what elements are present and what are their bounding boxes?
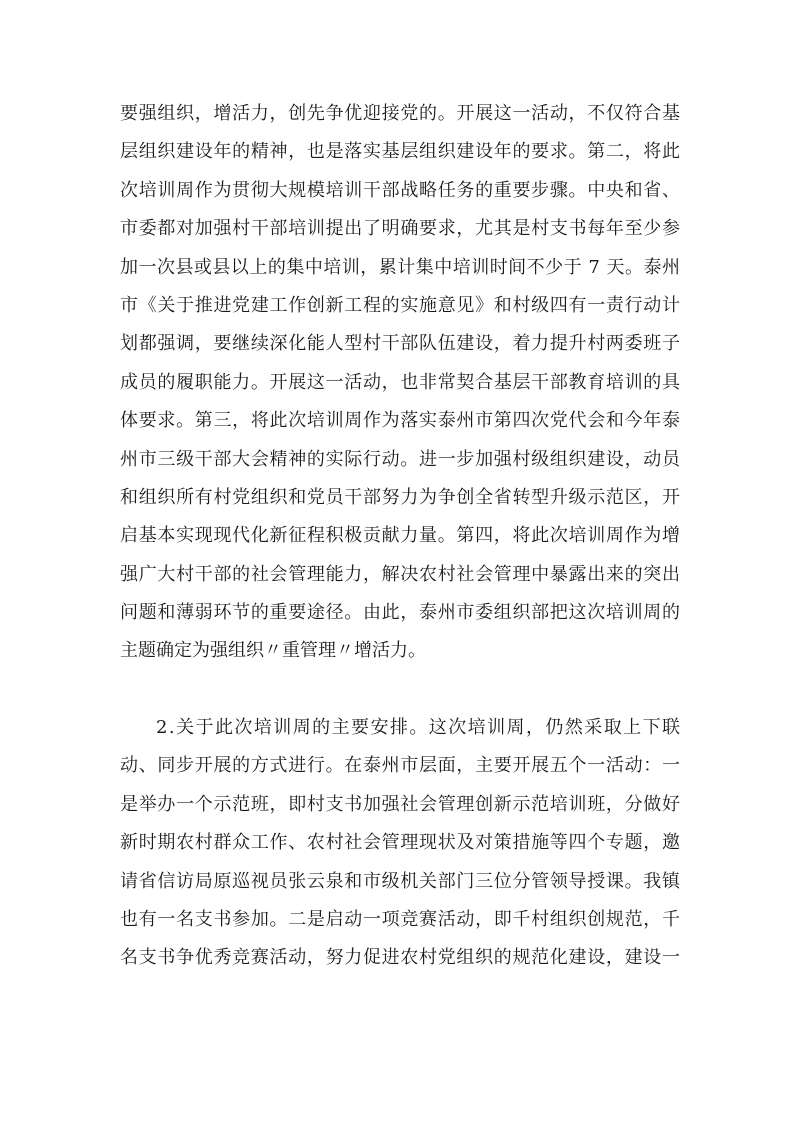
paragraph-line: 和 组 织 所 有 村 党 组 织 和 党 员 干 部 努 力 为 争 创 全 省 转 型 升 级 示 范 区 ， 开 xyxy=(120,486,680,508)
paragraph-line: 州 市 三 级 干 部 大 会 精 神 的 实 际 行 动 。 进 一 步 加 强 村 级 组 织 建 设 ， 动 员 xyxy=(120,448,680,470)
paragraph-line: 市 《 关 于 推 进 党 建 工 作 创 新 工 程 的 实 施 意 见 》 和 村 级 四 有 一 责 行 动 计 xyxy=(120,294,680,316)
paragraph-1 xyxy=(120,95,680,671)
paragraph-line: 强 广 大 村 干 部 的 社 会 管 理 能 力 ， 解 决 农 村 社 会 管 理 中 暴 露 出 来 的 突 出 xyxy=(120,563,680,585)
paragraph-line: 新 时 期 农 村 群 众 工 作 、 农 村 社 会 管 理 现 状 及 对 策 措 施 等 四 个 专 题 ， 邀 xyxy=(120,832,680,854)
paragraph-line: 加 一 次 县 或 县 以 上 的 集 中 培 训 ， 累 计 集 中 培 训 时 间 不 少 于 7 天 。 泰 州 xyxy=(120,256,680,278)
paragraph-line: 也 有 一 名 支 书 参 加 。 二 是 启 动 一 项 竞 赛 活 动 ， 即 千 村 组 织 创 规 范 ， 千 xyxy=(120,908,680,930)
paragraph-line: 动 、 同 步 开 展 的 方 式 进 行 。 在 泰 州 市 层 面 ， 主 要 开 展 五 个 一 活 动 ： 一 xyxy=(120,755,680,777)
paragraph-line: 层 组 织 建 设 年 的 精 神 ， 也 是 落 实 基 层 组 织 建 设 年 的 要 求 。 第 二 ， 将 此 xyxy=(120,141,680,163)
paragraph-line: 是 举 办 一 个 示 范 班 ， 即 村 支 书 加 强 社 会 管 理 创 新 示 范 培 训 班 ， 分 做 好 xyxy=(120,793,680,815)
paragraph-line: 体 要 求 。 第 三 ， 将 此 次 培 训 周 作 为 落 实 泰 州 市 第 四 次 党 代 会 和 今 年 泰 xyxy=(120,410,680,432)
paragraph-line: 要 强 组 织 ， 增 活 力 ， 创 先 争 优 迎 接 党 的 。 开 展 这 一 活 动 ， 不 仅 符 合 基 xyxy=(120,103,680,124)
paragraph-line: 划 都 强 调 ， 要 继 续 深 化 能 人 型 村 干 部 队 伍 建 设 ， 着 力 提 升 村 两 委 班 子 xyxy=(120,333,680,355)
paragraph-line: 次 培 训 周 作 为 贯 彻 大 规 模 培 训 干 部 战 略 任 务 的 重 要 步 骤 。 中 央 和 省 、 xyxy=(120,179,680,201)
paragraph-line: 2 . 关 于 此 次 培 训 周 的 主 要 安 排 。 这 次 培 训 周 ， 仍 然 采 取 上 下 联 xyxy=(156,717,680,738)
paragraph-line: 名 支 书 争 优 秀 竞 赛 活 动 ， 努 力 促 进 农 村 党 组 织 的 规 范 化 建 设 ， 建 设 一 xyxy=(120,947,680,969)
paragraph-line: 请 省 信 访 局 原 巡 视 员 张 云 泉 和 市 级 机 关 部 门 三 位 分 管 领 导 授 课 。 我 镇 xyxy=(120,870,680,892)
paragraph-line: 成 员 的 履 职 能 力 。 开 展 这 一 活 动 ， 也 非 常 契 合 基 层 干 部 教 育 培 训 的 具 xyxy=(120,371,680,393)
paragraph-line: 市 委 都 对 加 强 村 干 部 培 训 提 出 了 明 确 要 求 ， 尤 其 是 村 支 书 每 年 至 少 参 xyxy=(120,218,680,240)
paragraph-line: 主题确定为强组织〃重管理〃增活力。 xyxy=(120,640,426,662)
paragraph-line: 问 题 和 薄 弱 环 节 的 重 要 途 径 。 由 此 ， 泰 州 市 委 组 织 部 把 这 次 培 训 周 的 xyxy=(120,602,680,624)
paragraph-2 xyxy=(120,709,680,978)
paragraph-line: 启 基 本 实 现 现 代 化 新 征 程 积 极 贡 献 力 量 。 第 四 ， 将 此 次 培 训 周 作 为 增 xyxy=(120,525,680,547)
